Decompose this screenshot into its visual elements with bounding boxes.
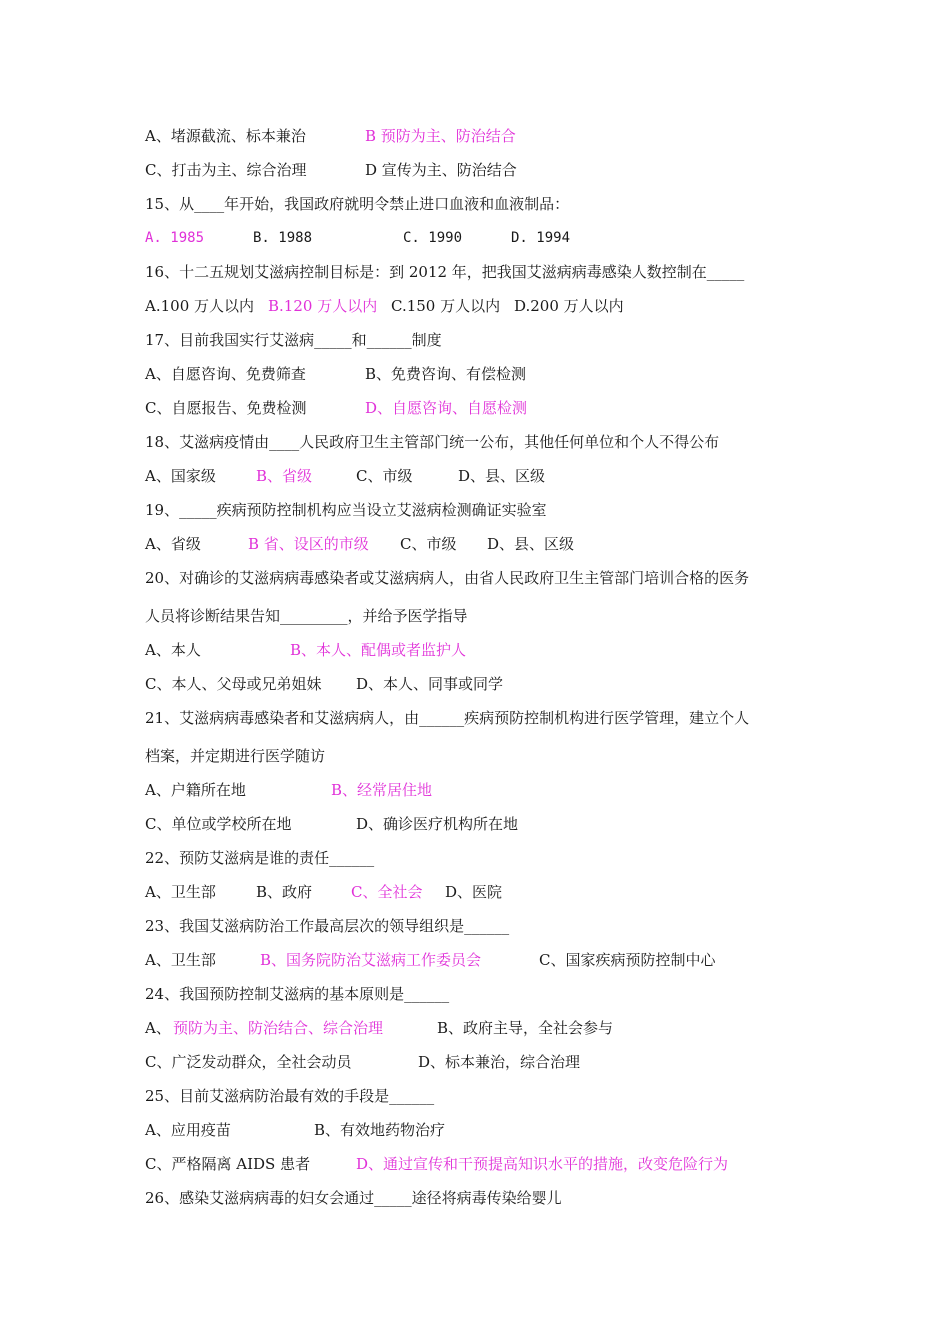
text-line	[145, 673, 825, 695]
text-segment: 17、目前我国实行艾滋病_____和______制度	[145, 331, 442, 349]
text-line	[145, 567, 825, 589]
text-segment: B、免费咨询、有偿检测	[365, 365, 527, 383]
text-segment: C、打击为主、综合治理	[145, 161, 307, 179]
text-line	[145, 949, 825, 971]
text-segment: B、政府	[256, 883, 313, 901]
text-segment: 20、对确诊的艾滋病病毒感染者或艾滋病病人，由省人民政府卫生主管部门培训合格的医务	[145, 569, 750, 587]
text-segment: A、卫生部	[145, 883, 216, 901]
text-segment: 21、艾滋病病毒感染者和艾滋病病人，由______疾病预防控制机构进行医学管理，建立个人	[145, 709, 750, 727]
text-segment: 23、我国艾滋病防治工作最高层次的领导组织是______	[145, 917, 510, 935]
text-segment: D、县、区级	[458, 467, 546, 485]
text-segment: D.200 万人以内	[514, 297, 624, 315]
text-line	[145, 1051, 825, 1073]
text-line	[145, 295, 825, 317]
text-segment: 24、我国预防控制艾滋病的基本原则是______	[145, 985, 450, 1003]
text-segment: D、确诊医疗机构所在地	[356, 815, 519, 833]
text-segment: A.100 万人以内	[145, 297, 254, 315]
text-line	[145, 639, 825, 661]
text-segment: 22、预防艾滋病是谁的责任______	[145, 849, 375, 867]
answer-option: B、省级	[256, 467, 313, 485]
answer-option: B、本人、配偶或者监护人	[290, 641, 467, 659]
text-line	[145, 465, 825, 487]
text-segment: 15、从____年开始，我国政府就明令禁止进口血液和血液制品：	[145, 195, 570, 213]
text-segment: C、单位或学校所在地	[145, 815, 292, 833]
text-segment: D、标本兼治，综合治理	[418, 1053, 581, 1071]
text-segment: 档案，并定期进行医学随访	[145, 747, 326, 765]
text-segment: 16、十二五规划艾滋病控制目标是：到 2012 年，把我国艾滋病病毒感染人数控制在_____	[145, 263, 745, 281]
answer-option: D、通过宣传和干预提高知识水平的措施，改变危险行为	[356, 1155, 729, 1173]
text-segment: 19、_____疾病预防控制机构应当设立艾滋病检测确证实验室	[145, 501, 547, 519]
text-line	[145, 329, 825, 351]
answer-option: B 省、设区的市级	[248, 535, 369, 553]
text-segment: A、卫生部	[145, 951, 216, 969]
text-segment: 25、目前艾滋病防治最有效的手段是______	[145, 1087, 435, 1105]
text-segment: C、市级	[400, 535, 457, 553]
text-segment: A、自愿咨询、免费筛查	[145, 365, 306, 383]
text-line	[145, 1119, 825, 1141]
text-line	[145, 125, 825, 147]
text-segment: 18、艾滋病疫情由____人民政府卫生主管部门统一公布，其他任何单位和个人不得公布	[145, 433, 720, 451]
text-segment: D、医院	[445, 883, 503, 901]
text-segment: D. 1994	[511, 230, 571, 246]
text-segment: A、	[145, 1019, 171, 1037]
text-line	[145, 847, 825, 869]
text-segment: D、县、区级	[487, 535, 575, 553]
text-segment: 人员将诊断结果告知_________，并给予医学指导	[145, 607, 468, 625]
text-line	[145, 193, 825, 215]
text-line	[145, 1153, 825, 1175]
text-segment: A、应用疫苗	[145, 1121, 231, 1139]
text-line	[145, 779, 825, 801]
answer-option: B 预防为主、防治结合	[365, 127, 516, 145]
text-segment: C、自愿报告、免费检测	[145, 399, 307, 417]
text-line	[145, 431, 825, 453]
text-line	[145, 227, 825, 249]
text-segment: A、户籍所在地	[145, 781, 246, 799]
text-segment: 26、感染艾滋病病毒的妇女会通过_____途径将病毒传染给婴儿	[145, 1189, 562, 1207]
answer-option: B、国务院防治艾滋病工作委员会	[260, 951, 482, 969]
text-line	[145, 363, 825, 385]
text-line	[145, 915, 825, 937]
text-line	[145, 1017, 825, 1039]
text-segment: C、广泛发动群众，全社会动员	[145, 1053, 352, 1071]
text-line	[145, 397, 825, 419]
answer-option: D、自愿咨询、自愿检测	[365, 399, 528, 417]
text-line	[145, 881, 825, 903]
text-segment: A、省级	[145, 535, 201, 553]
text-line	[145, 1085, 825, 1107]
answer-option: B、经常居住地	[331, 781, 433, 799]
text-segment: C、市级	[356, 467, 413, 485]
text-segment: C、国家疾病预防控制中心	[539, 951, 716, 969]
text-line	[145, 1187, 825, 1209]
text-segment: C.150 万人以内	[391, 297, 501, 315]
text-segment: C、严格隔离 AIDS 患者	[145, 1155, 311, 1173]
text-segment: D 宣传为主、防治结合	[365, 161, 517, 179]
text-segment: C. 1990	[403, 230, 463, 246]
text-segment: B、有效地药物治疗	[314, 1121, 446, 1139]
text-line	[145, 745, 825, 767]
text-segment: C、本人、父母或兄弟姐妹	[145, 675, 322, 693]
answer-option: 预防为主、防治结合、综合治理	[173, 1019, 384, 1037]
answer-option: A. 1985	[145, 230, 205, 246]
text-segment: B. 1988	[253, 230, 313, 246]
text-line	[145, 499, 825, 521]
text-line	[145, 707, 825, 729]
text-line	[145, 533, 825, 555]
text-segment: A、本人	[145, 641, 201, 659]
text-line	[145, 813, 825, 835]
text-line	[145, 605, 825, 627]
text-segment: B、政府主导，全社会参与	[437, 1019, 614, 1037]
answer-option: B.120 万人以内	[268, 297, 378, 315]
text-line	[145, 983, 825, 1005]
text-line	[145, 261, 825, 283]
text-segment: A、国家级	[145, 467, 216, 485]
text-segment: D、本人、同事或同学	[356, 675, 504, 693]
text-segment: A、堵源截流、标本兼治	[145, 127, 306, 145]
text-line	[145, 159, 825, 181]
answer-option: C、全社会	[351, 883, 423, 901]
